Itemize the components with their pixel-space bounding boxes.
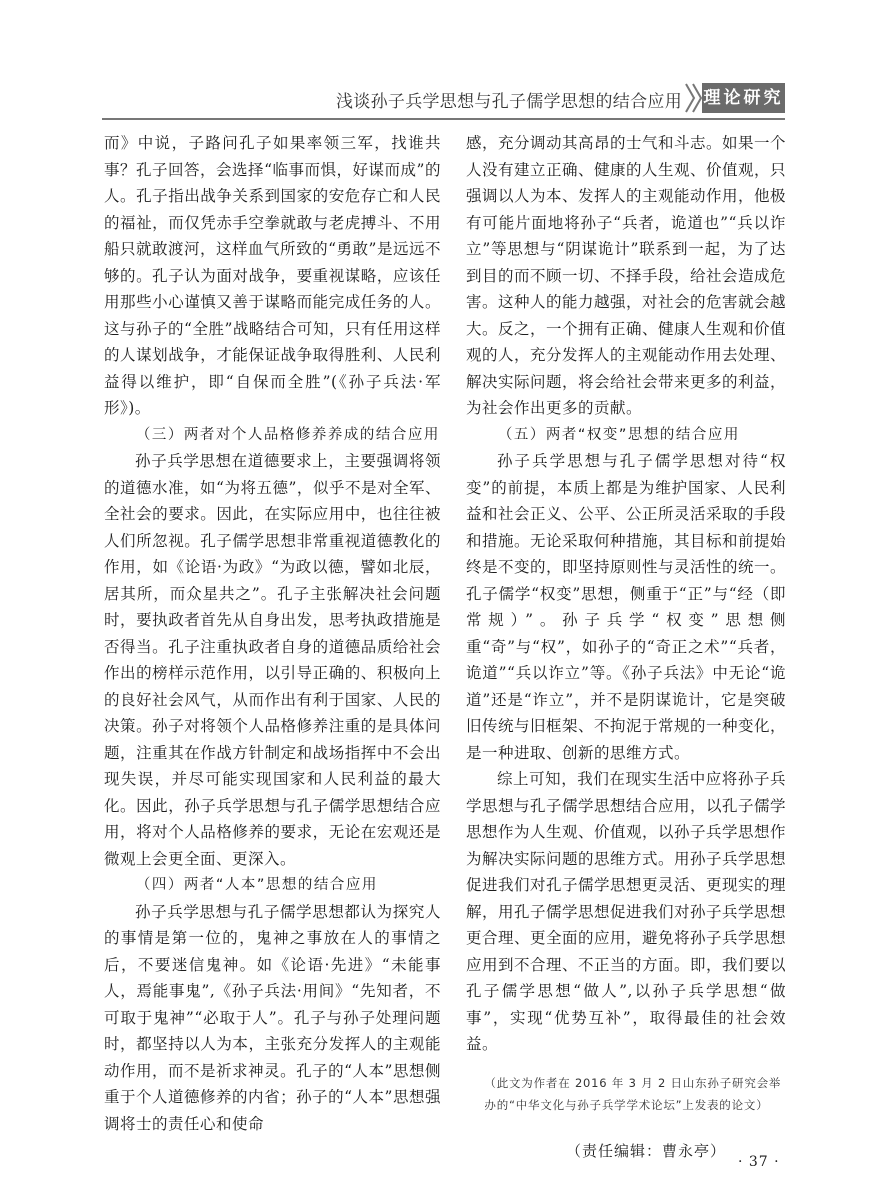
author-note: （此文为作者在 2016 年 3 月 2 日山东孙子研究会举办的“中华文化与孙子兵学学术论坛”上发表的论文）	[484, 1075, 782, 1112]
section-heading: （四）两者“人本”思想的结合应用	[135, 877, 378, 893]
paragraph: 孙子兵学思想与孔子儒学思想对待“权变”的前提，本质上都是为维护国家、人民利益和社会正义、公平、公正所灵活采取的手段和措施。无论采取何种措施，其目标和前提始终是不变的，即坚持原则性与灵活性的统一。孔子儒学“权变”思想，侧重于“正”与“经（即常规）”。孙子兵学“权变”思想侧重“奇”与“权”，如孙子的“奇正之术”“兵者，诡道”“兵以诈立”等。《孙子兵法》中无论“诡道”还是“诈立”，并不是阴谋诡计，它是突破旧传统与旧框架、不拘泥于常规的一种变化，是一种进取、创新的思维方式。	[466, 452, 787, 762]
editor-credit: （责任编辑：曹永亭）	[565, 1141, 726, 1160]
running-header	[0, 0, 890, 125]
paragraph: 孙子兵学思想在道德要求上，主要强调将领的道德水准，如“为将五德”，似乎不是对全军、全社会的要求。因此，在实际应用中，也往往被人们所忽视。孔子儒学思想非常重视道德教化的作用，如《论语·为政》“为政以德，譬如北辰，居其所，而众星共之”。孔子主张解决社会问题时，要执政者首先从自身出发，思考执政措施是否得当。孔子注重执政者自身的道德品质给社会作出的榜样示范作用，以引导正确的、积极向上的良好社会风气，从而作出有利于国家、人民的决策。孙子对将领个人品格修养注重的是具体问题，注重其在作战方针制定和战场指挥中不会出现失误，并尽可能实现国家和人民利益的最大化。因此，孙子兵学思想与孔子儒学思想结合应用，将对个人品格修养的要求，无论在宏观还是微观上会更全面、更深入。	[104, 452, 441, 868]
paragraph: 感，充分调动其高昂的士气和斗志。如果一个人没有建立正确、健康的人生观、价值观，只强调以人为本、发挥人的主观能动作用，他极有可能片面地将孙子“兵者，诡道也”“兵以诈立”等思想与“阴谋诡计”联系到一起，为了达到目的而不顾一切、不择手段，给社会造成危害。这种人的能力越强，对社会的危害就会越大。反之，一个拥有正确、健康人生观和价值观的人，充分发挥人的主观能动作用去处理、解决实际问题，将会给社会带来更多的利益，为社会作出更多的贡献。	[466, 134, 787, 417]
left-column	[104, 130, 441, 1137]
running-title: 浅谈孙子兵学思想与孔子儒学思想的结合应用	[336, 92, 682, 112]
paragraph: 孙子兵学思想与孔子儒学思想都认为探究人的事情是第一位的，鬼神之事放在人的事情之后，不要迷信鬼神。如《论语·先进》“未能事人，焉能事鬼”,《孙子兵法·用间》“先知者，不可取于鬼神”“必取于人”。孔子与孙子处理问题时，都坚持以人为本，主张充分发挥人的主观能动作用，而不是祈求神灵。孔子的“人本”思想侧重于个人道德修养的内省；孙子的“人本”思想强调将士的责任心和使命	[104, 902, 441, 1133]
right-column	[466, 130, 786, 1164]
page-number: · 37 ·	[738, 1154, 780, 1170]
header-divider	[102, 118, 785, 120]
section-heading: （三）两者对个人品格修养养成的结合应用	[135, 426, 440, 443]
section-heading: （五）两者“权变”思想的结合应用	[497, 426, 740, 443]
section-badge: 理论研究	[702, 83, 785, 113]
paragraph: 综上可知，我们在现实生活中应将孙子兵学思想与孔子儒学思想结合应用，以孔子儒学思想作为人生观、价值观，以孙子兵学思想作为解决实际问题的思维方式。用孙子兵学思想促进我们对孔子儒学思想更灵活、更现实的理解，用孔子儒学思想促进我们对孙子兵学思想更合理、更全面的应用，避免将孙子兵学思想应用到不合理、不正当的方面。即，我们要以孔子儒学思想“做人”,以孙子兵学思想“做事”，实现“优势互补”，取得最佳的社会效益。	[466, 770, 787, 1053]
paragraph: 而》中说，子路问孔子如果率领三军，找谁共事？孔子回答，会选择“临事而惧，好谋而成”的人。孔子指出战争关系到国家的安危存亡和人民的福祉，而仅凭赤手空拳就敢与老虎搏斗、不用船只就敢渡河，这样血气所致的“勇敢”是远远不够的。孔子认为面对战争，要重视谋略，应该任用那些小心谨慎又善于谋略而能完成任务的人。这与孙子的“全胜”战略结合可知，只有任用这样的人谋划战争，才能保证战争取得胜利、人民利益得以维护，即“自保而全胜”(《孙子兵法·军形》)。	[104, 134, 441, 417]
